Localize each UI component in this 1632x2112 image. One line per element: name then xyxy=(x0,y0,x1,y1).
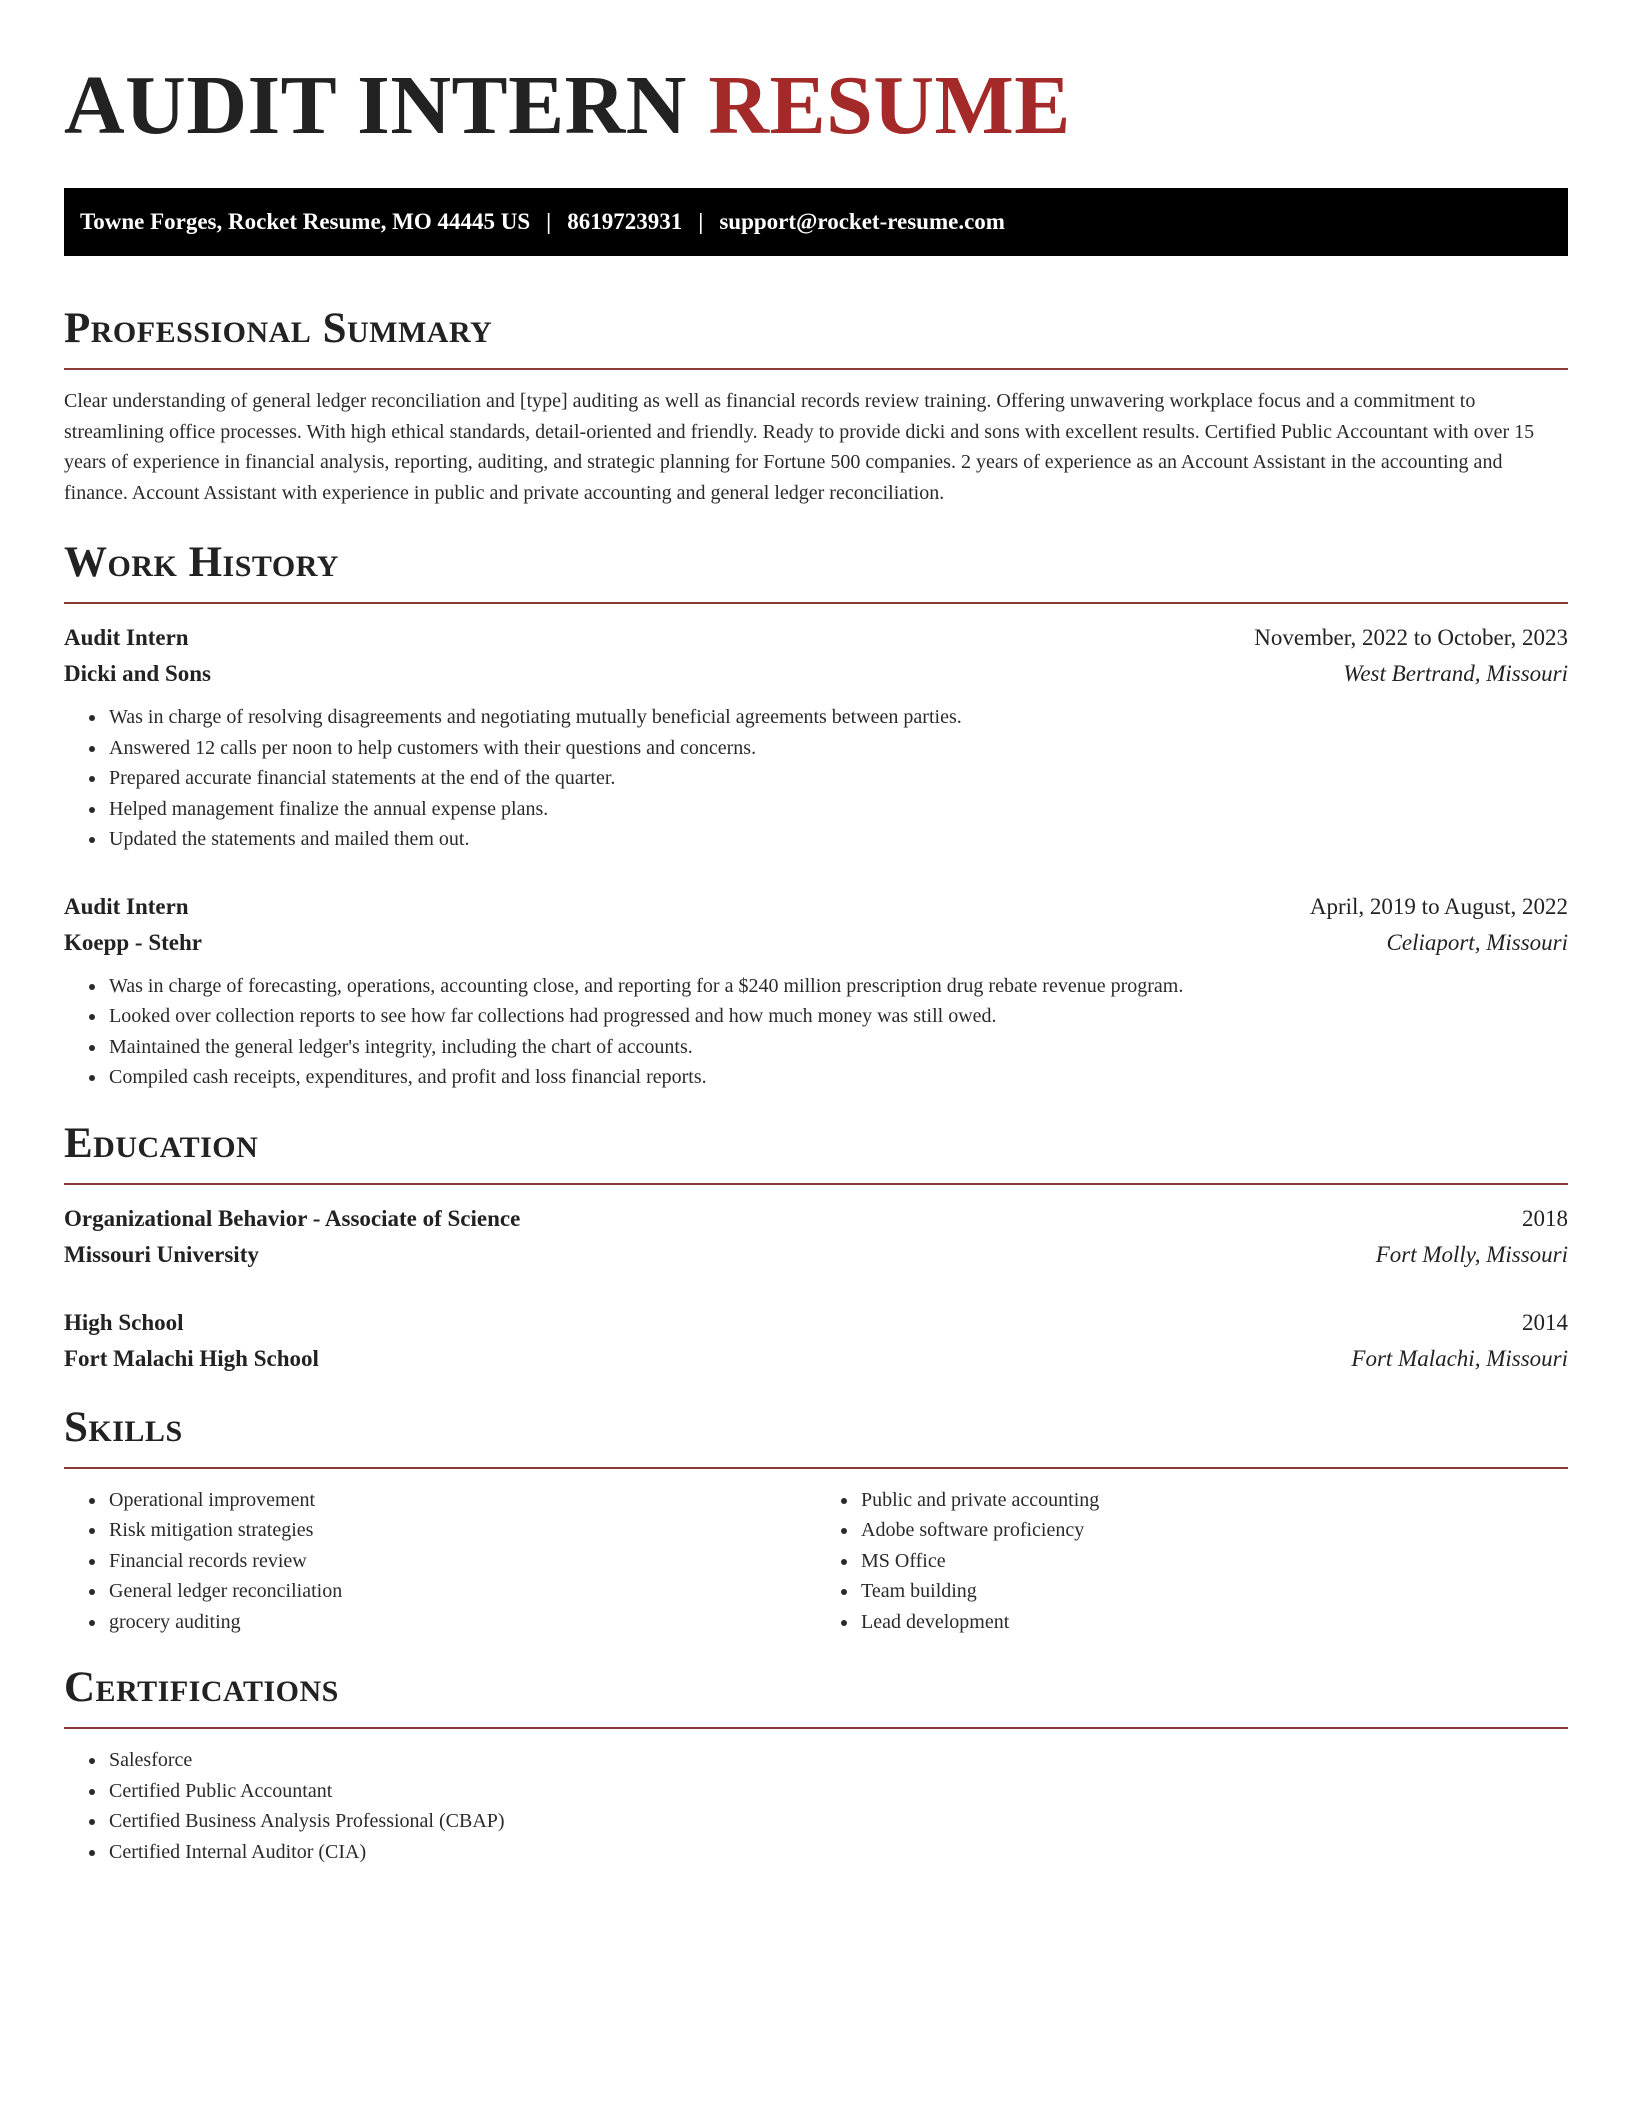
certifications-section xyxy=(64,1663,1568,1867)
contact-separator: | xyxy=(546,209,552,234)
list-item: • Public and private accounting xyxy=(859,1485,1568,1516)
education-school: Missouri University xyxy=(64,1241,259,1267)
job-entry xyxy=(64,889,1568,1093)
list-item: • Looked over collection reports to see how far collections had progressed and how much money was still owed. xyxy=(107,1001,1568,1032)
education-year: 2018 xyxy=(1522,1205,1568,1231)
job-entry xyxy=(64,620,1568,855)
list-item: • Was in charge of forecasting, operations, accounting close, and reporting for a $240 million prescription drug rebate revenue program. xyxy=(107,971,1568,1002)
list-item: • Operational improvement xyxy=(107,1485,816,1516)
skills-section xyxy=(64,1403,1568,1638)
education-school: Fort Malachi High School xyxy=(64,1345,319,1371)
education-location: Fort Molly, Missouri xyxy=(1375,1241,1568,1267)
list-item: • Helped management finalize the annual expense plans. xyxy=(107,794,1568,825)
job-company-row xyxy=(64,925,1568,961)
skills-grid xyxy=(64,1485,1568,1638)
job-duties-list xyxy=(64,702,1568,855)
list-item: • Certified Internal Auditor (CIA) xyxy=(107,1837,1568,1868)
job-title: Audit Intern xyxy=(64,625,189,650)
job-company: Koepp - Stehr xyxy=(64,929,202,955)
skills-list-right xyxy=(816,1485,1568,1638)
education-degree-row xyxy=(64,1201,1568,1237)
job-company: Dicki and Sons xyxy=(64,661,212,686)
list-item: • Maintained the general ledger's integrity, including the chart of accounts. xyxy=(107,1032,1568,1063)
list-item: • Was in charge of resolving disagreements and negotiating mutually beneficial agreements between parties. xyxy=(107,702,1568,733)
education-entry xyxy=(64,1305,1568,1377)
education-degree: Organizational Behavior - Associate of Science xyxy=(64,1205,521,1231)
section-title-certifications: Certifications xyxy=(64,1664,339,1711)
list-item: • Certified Business Analysis Professional (CBAP) xyxy=(107,1806,1568,1837)
contact-email: support@rocket-resume.com xyxy=(719,209,1005,234)
education-degree-row xyxy=(64,1305,1568,1341)
summary-text: Clear understanding of general ledger reconciliation and [type] auditing as well as financial records review training. Offering unwavering workplace focus and a commitment to streamlining office processes. With high ethical standards, detail-oriented and friendly. Ready to provide dicki and sons with excellent results. Certified Public Accountant with over 15 years of experience in financial analysis, reporting, auditing, and strategic planning for Fortune 500 companies. 2 years of experience as an Account Assistant in the accounting and finance. Account Assistant with experience in public and private accounting and general ledger reconciliation. xyxy=(64,390,1535,504)
education-school-row xyxy=(64,1237,1568,1273)
education-year: 2014 xyxy=(1522,1309,1568,1335)
job-header-row xyxy=(64,620,1568,656)
education-entry xyxy=(64,1201,1568,1273)
contact-separator: | xyxy=(698,209,704,234)
work-history-section xyxy=(64,538,1568,1093)
list-item: • Compiled cash receipts, expenditures, and profit and loss financial reports. xyxy=(107,1062,1568,1093)
list-item: • Adobe software proficiency xyxy=(859,1515,1568,1546)
skills-list-left xyxy=(64,1485,816,1638)
job-title: Audit Intern xyxy=(64,893,189,919)
job-header-row xyxy=(64,889,1568,925)
contact-bar xyxy=(64,188,1568,256)
section-title-skills: Skills xyxy=(64,1403,183,1451)
job-dates: November, 2022 to October, 2023 xyxy=(1254,625,1568,650)
section-divider xyxy=(64,1467,1568,1469)
list-item: • Certified Public Accountant xyxy=(107,1776,1568,1807)
resume-title xyxy=(64,56,1568,156)
list-item: • Risk mitigation strategies xyxy=(107,1515,816,1546)
list-item: • Team building xyxy=(859,1576,1568,1607)
list-item: • Salesforce xyxy=(107,1745,1568,1776)
title-accent: RESUME xyxy=(708,59,1071,152)
section-divider xyxy=(64,368,1568,370)
job-company-row xyxy=(64,656,1568,692)
job-dates: April, 2019 to August, 2022 xyxy=(1309,893,1568,919)
certifications-list xyxy=(64,1745,1568,1867)
list-item: • Prepared accurate financial statements at the end of the quarter. xyxy=(107,763,1568,794)
job-duties-list xyxy=(64,971,1568,1093)
list-item: • Financial records review xyxy=(107,1546,816,1577)
list-item: • MS Office xyxy=(859,1546,1568,1577)
section-divider xyxy=(64,1727,1568,1729)
list-item: • General ledger reconciliation xyxy=(107,1576,816,1607)
education-school-row xyxy=(64,1341,1568,1377)
section-title-education: Education xyxy=(64,1119,259,1167)
section-title-work-history: Work History xyxy=(64,539,339,586)
list-item: • Updated the statements and mailed them out. xyxy=(107,824,1568,855)
list-item: • Answered 12 calls per noon to help customers with their questions and concerns. xyxy=(107,733,1568,764)
education-degree: High School xyxy=(64,1309,184,1335)
job-location: Celiaport, Missouri xyxy=(1386,929,1568,955)
section-divider xyxy=(64,602,1568,604)
contact-phone: 8619723931 xyxy=(567,209,683,234)
contact-address: Towne Forges, Rocket Resume, MO 44445 US xyxy=(80,209,531,234)
education-section xyxy=(64,1119,1568,1377)
section-divider xyxy=(64,1183,1568,1185)
summary-section xyxy=(64,304,1568,508)
education-location: Fort Malachi, Missouri xyxy=(1351,1345,1568,1371)
list-item: • Lead development xyxy=(859,1607,1568,1638)
list-item: • grocery auditing xyxy=(107,1607,816,1638)
title-main: AUDIT INTERN xyxy=(64,59,687,152)
job-location: West Bertrand, Missouri xyxy=(1343,661,1568,686)
section-title-summary: Professional Summary xyxy=(64,305,493,352)
